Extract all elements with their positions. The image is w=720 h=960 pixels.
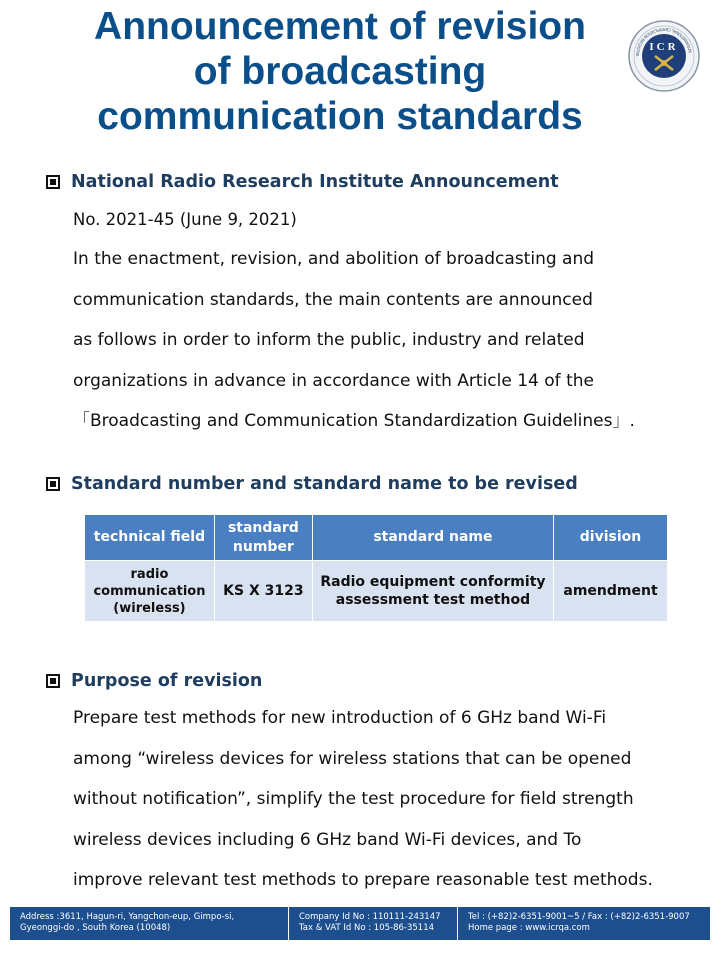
footer-bar (10, 907, 710, 940)
cell-standard-number: KS X 3123 (214, 561, 312, 622)
purpose-body (73, 698, 653, 901)
announcement-line: In the enactment, revision, and abolition of broadcasting and (73, 249, 595, 269)
square-bullet-icon (46, 674, 60, 688)
page-title (40, 4, 640, 139)
section-heading-purpose (46, 669, 262, 693)
header-standard-name: standard name (312, 515, 553, 561)
table-row (85, 561, 668, 622)
footer-contact (458, 907, 710, 940)
footer-tax-id: Tax & VAT Id No : 105-86-35114 (299, 923, 435, 933)
square-bullet-icon (46, 477, 60, 491)
header-technical-field: technical field (85, 515, 215, 561)
icr-logo (628, 20, 700, 92)
logo-ring-text: INTERNATIONAL CERTIFICATION REGISTRA (634, 26, 693, 57)
standards-table (84, 514, 668, 622)
section-heading-standard (46, 472, 578, 496)
title-line-3: communication standards (97, 95, 583, 138)
footer-company-ids (289, 907, 458, 940)
announcement-line: organizations in advance in accordance with Article 14 of the (73, 370, 594, 391)
cell-standard-name: Radio equipment conformity assessment test method (312, 561, 553, 622)
purpose-heading: Purpose of revision (71, 671, 263, 691)
footer-homepage: Home page : www.icrqa.com (468, 923, 590, 933)
standard-heading: Standard number and standard name to be revised (71, 474, 578, 494)
header-standard-number: standard number (214, 515, 312, 561)
cell-technical-field: radio communication (wireless) (85, 561, 215, 622)
announcement-line: communication standards, the main contents are announced (73, 289, 593, 310)
footer-company-id: Company Id No : 110111-243147 (299, 912, 441, 922)
table-header-row (85, 515, 668, 561)
announcement-line: 「Broadcasting and Communication Standardization Guidelines」. (73, 411, 635, 431)
logo-letters: ICR (649, 41, 679, 53)
footer-address-line: Gyeonggi-do , South Korea (10048) (20, 923, 171, 933)
announcement-doc-number: No. 2021-45 (June 9, 2021) (73, 210, 297, 229)
purpose-line: without notification”, simplify the test procedure for field strength (73, 789, 634, 809)
purpose-line: Prepare test methods for new introduction of 6 GHz band Wi-Fi (73, 708, 607, 728)
title-line-2: of broadcasting (193, 50, 487, 93)
announcement-line: as follows in order to inform the public, industry and related (73, 330, 585, 350)
square-bullet-icon (46, 175, 60, 189)
purpose-line: among “wireless devices for wireless stations that can be opened (73, 748, 632, 769)
footer-tel-fax: Tel : (+82)2-6351-9001~5 / Fax : (+82)2-6351-9007 (468, 912, 690, 922)
purpose-line: wireless devices including 6 GHz band Wi-Fi devices, and To (73, 829, 582, 850)
footer-address-line: Address :3611, Hagun-ri, Yangchon-eup, Gimpo-si, (20, 912, 235, 922)
title-line-1: Announcement of revision (94, 5, 586, 48)
announcement-heading: National Radio Research Institute Announcement (71, 172, 559, 192)
footer-address (10, 907, 289, 940)
announcement-body (73, 239, 635, 442)
section-heading-announcement (46, 170, 559, 194)
cell-division: amendment (554, 561, 668, 622)
header-division: division (554, 515, 668, 561)
purpose-line: improve relevant test methods to prepare reasonable test methods. (73, 870, 653, 890)
